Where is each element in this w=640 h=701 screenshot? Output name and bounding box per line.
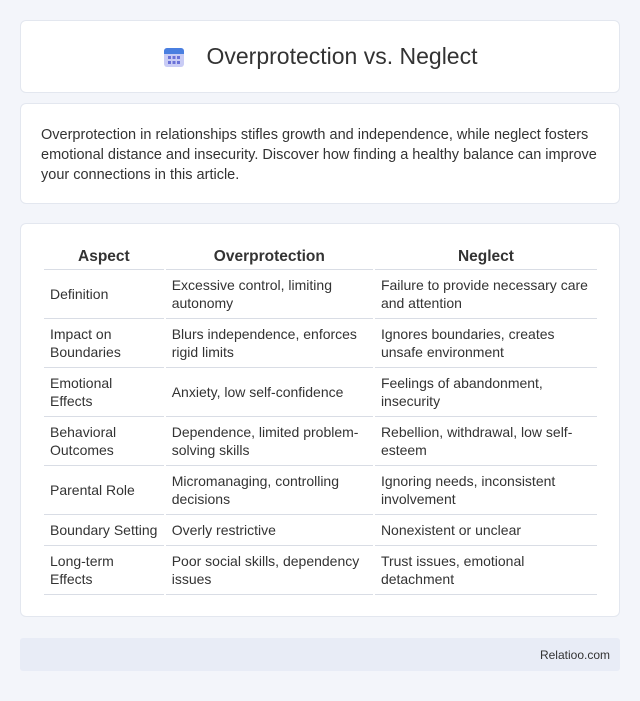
cell-aspect: Emotional Effects <box>44 368 164 417</box>
cell-neglect: Failure to provide necessary care and attention <box>375 270 597 319</box>
header-overprotection: Overprotection <box>166 244 373 270</box>
table-header-row <box>44 244 597 270</box>
table-row <box>44 466 597 515</box>
table-row <box>44 417 597 466</box>
footer-site-link[interactable]: Relatioo.com <box>539 648 610 662</box>
calendar-icon <box>162 45 186 69</box>
cell-aspect: Behavioral Outcomes <box>44 417 164 466</box>
cell-neglect: Feelings of abandonment, insecurity <box>375 368 597 417</box>
table-row <box>44 546 597 595</box>
cell-aspect: Boundary Setting <box>44 515 164 546</box>
intro-text: Overprotection in relationships stifles growth and independence, while neglect fosters emotional distance and insecurity. Discover how finding a healthy balance can improve your connections in this article. <box>41 127 597 183</box>
title-card <box>20 20 620 93</box>
cell-neglect: Ignores boundaries, creates unsafe environment <box>375 319 597 368</box>
cell-overprotection: Excessive control, limiting autonomy <box>166 270 373 319</box>
cell-neglect: Ignoring needs, inconsistent involvement <box>375 466 597 515</box>
table-row <box>44 270 597 319</box>
cell-aspect: Long-term Effects <box>44 546 164 595</box>
cell-overprotection: Anxiety, low self-confidence <box>166 368 373 417</box>
cell-overprotection: Poor social skills, dependency issues <box>166 546 373 595</box>
cell-overprotection: Micromanaging, controlling decisions <box>166 466 373 515</box>
table-row <box>44 368 597 417</box>
cell-neglect: Trust issues, emotional detachment <box>375 546 597 595</box>
cell-neglect: Rebellion, withdrawal, low self-esteem <box>375 417 597 466</box>
cell-overprotection: Blurs independence, enforces rigid limits <box>166 319 373 368</box>
cell-aspect: Definition <box>44 270 164 319</box>
cell-aspect: Impact on Boundaries <box>44 319 164 368</box>
table-row <box>44 515 597 546</box>
comparison-table-card <box>20 223 620 617</box>
header-aspect: Aspect <box>44 244 164 270</box>
footer <box>20 638 620 671</box>
comparison-table <box>42 244 599 595</box>
cell-aspect: Parental Role <box>44 466 164 515</box>
cell-overprotection: Dependence, limited problem-solving skills <box>166 417 373 466</box>
intro-card <box>20 103 620 204</box>
cell-neglect: Nonexistent or unclear <box>375 515 597 546</box>
page-title: Overprotection vs. Neglect <box>206 43 478 69</box>
header-neglect: Neglect <box>375 244 597 270</box>
table-row <box>44 319 597 368</box>
cell-overprotection: Overly restrictive <box>166 515 373 546</box>
